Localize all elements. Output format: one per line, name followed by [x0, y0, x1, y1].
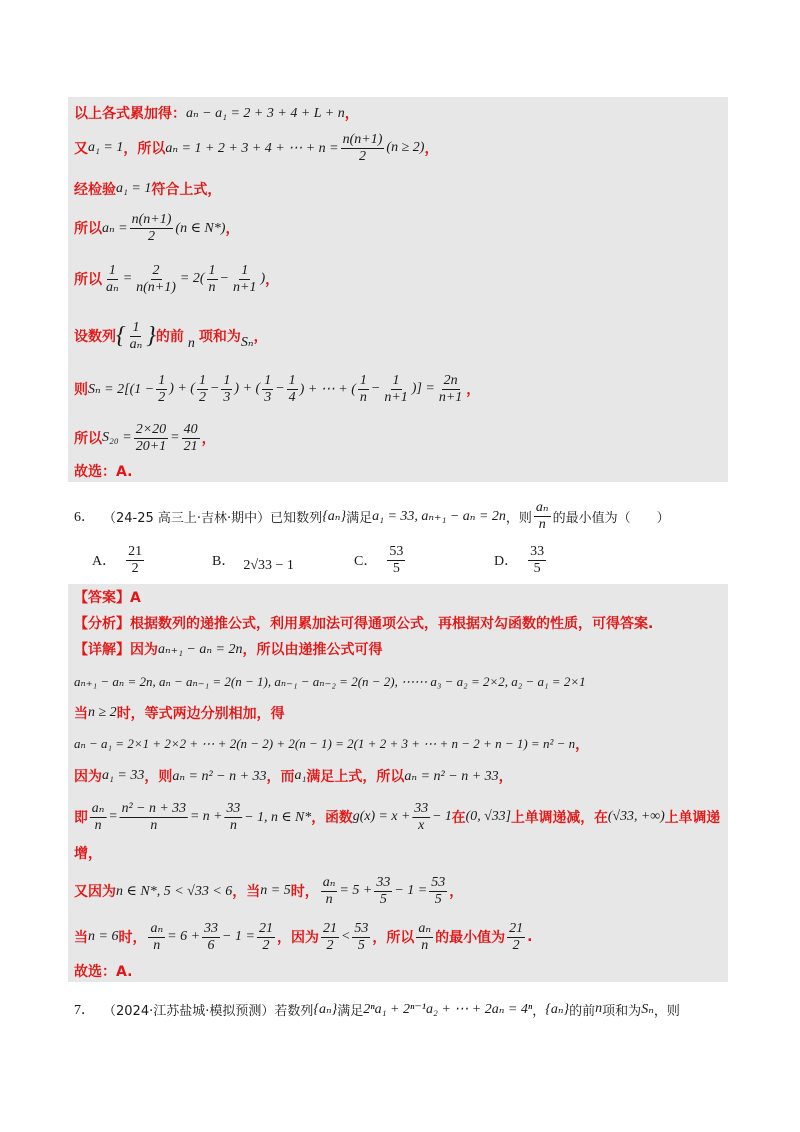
fraction: $\frac{33}{n}$ — [226, 800, 241, 833]
fraction: $\frac{\text{aₙ}}{n}$ — [535, 499, 549, 532]
fraction: $\frac{1}{2}$ — [158, 372, 166, 405]
fraction: $\frac{21}{2}$ — [128, 543, 143, 576]
fraction: $\frac{n(n+1)}{2}$ — [342, 131, 383, 164]
fraction: $\frac{1}{n+1}$ — [232, 262, 257, 295]
fraction: $\frac{1}{n}$ — [359, 372, 367, 405]
sol5-line-8: 所以 S₂₀ = $\frac{2\times 20}{20+1}$ = $\frac{40}{21}$ ， — [74, 421, 216, 454]
fraction: $\frac{n(n+1)}{2}$ — [131, 211, 172, 244]
answer-label: 【答案】A — [74, 590, 141, 606]
fraction: $\frac{1}{3}$ — [264, 372, 272, 405]
fraction: $\frac{2}{n(n+1)}$ — [136, 262, 176, 295]
fraction: $\frac{33}{5}$ — [530, 543, 545, 576]
fraction: $\frac{1}{\text{aₙ}}$ — [129, 319, 143, 352]
sol5-line-6: 设数列 { $\frac{1}{\text{aₙ}}$ } 的前 n 项和为 Sₙ ， — [74, 319, 268, 352]
fraction: $\frac{\text{n² − n + 33}}{n}$ — [121, 800, 187, 833]
fraction: $\frac{33}{x}$ — [414, 800, 429, 833]
sol5-line-7: 则 Sₙ = 2[(1 − $\frac{1}{2}$ ) + ( $\frac{1}{2}$ − $\frac{1}{3}$ ) + ( $\frac{1}{3}$ − $\frac{1}{4}$ ) + ⋯ + ( $\frac{1}{n}$ − $\frac{1}{n+1}$ )] = $\frac{2n}{n+1}$ ， — [74, 372, 481, 405]
fraction: $\frac{2n}{n+1}$ — [438, 372, 463, 405]
fraction: $\frac{1}{2}$ — [198, 372, 206, 405]
detail-line-9: 当 n = 6 时， $\frac{\text{aₙ}}{n}$ = 6 + $\frac{33}{6}$ − 1 = $\frac{21}{2}$ ，因为 $\frac{21}{2}$ < $\frac{53}{5}$ ，所以 $\frac{\text{aₙ}}{n}$ 的最小值为 $\frac{21}{2}$ . — [74, 920, 533, 953]
fraction: $\frac{\text{aₙ}}{n}$ — [91, 800, 105, 833]
fraction: $\frac{2\times 20}{20+1}$ — [135, 421, 167, 454]
fraction: $\frac{1}{n}$ — [208, 262, 216, 295]
detail-line-5: 因为 a₁ = 33 ，则 aₙ = n² − n + 33 ，而 a₁ 满足上式，所以 aₙ = n² − n + 33 ， — [74, 768, 513, 785]
sol5-line-5: 所以 $\frac{1}{\text{aₙ}}$ = $\frac{2}{n(n+1)}$ = 2( $\frac{1}{n}$ − $\frac{1}{n+1}$ ) ， — [74, 262, 280, 295]
detail-line-8: 又因为 n ∈ N*, 5 < √33 < 6 ，当 n = 5 时， $\frac{\text{aₙ}}{n}$ = 5 + $\frac{33}{5}$ − 1 = $\frac{53}{5}$ ， — [74, 874, 464, 907]
option-a[interactable]: A． $\frac{21}{2}$ — [92, 543, 143, 576]
analysis-text: 【分析】根据数列的递推公式，利用累加法可得通项公式，再根据对勾函数的性质，可得答案. — [74, 616, 654, 632]
option-d[interactable]: D． $\frac{33}{5}$ — [494, 543, 545, 576]
fraction: $\frac{33}{5}$ — [376, 874, 391, 907]
option-b[interactable]: B． 2√33 − 1 — [212, 554, 294, 573]
fraction: $\frac{53}{5}$ — [431, 874, 446, 907]
fraction: $\frac{\text{aₙ}}{n}$ — [418, 920, 432, 953]
sol5-line-1: 以上各式累加得： aₙ − a₁ = 2 + 3 + 4 + L + n ， — [74, 105, 359, 122]
fraction: $\frac{21}{2}$ — [509, 920, 524, 953]
fraction: $\frac{40}{21}$ — [183, 421, 198, 454]
sol5-conclusion: 故选：A. — [74, 464, 133, 480]
detail-line-7: 增， — [74, 846, 102, 862]
sol5-line-3: 经检验 a₁ = 1 符合上式， — [74, 181, 222, 198]
sol5-line-4: 所以 aₙ = $\frac{n(n+1)}{2}$ (n ∈ N*) ， — [74, 211, 240, 244]
fraction: $\frac{1}{\text{aₙ}}$ — [106, 262, 119, 295]
fraction: $\frac{\text{aₙ}}{n}$ — [150, 920, 164, 953]
detail-line-2: aₙ₊₁ − aₙ = 2n, aₙ − aₙ₋₁ = 2(n − 1), aₙ₋₁ − aₙ₋₂ = 2(n − 2), ⋯⋯ a₃ − a₂ = 2×2, a₂ − a₁ = 2×1 — [74, 674, 586, 689]
fraction: $\frac{21}{2}$ — [258, 920, 273, 953]
detail-line-3: 当 n ≥ 2 时，等式两边分别相加，得 — [74, 705, 285, 722]
fraction: $\frac{53}{5}$ — [389, 543, 404, 576]
fraction: $\frac{53}{5}$ — [354, 920, 369, 953]
fraction: $\frac{1}{3}$ — [223, 372, 231, 405]
detail-line-6: 即 $\frac{\text{aₙ}}{n}$ = $\frac{\text{n² − n + 33}}{n}$ = n + $\frac{33}{n}$ − 1, n ∈ N* ，函数 g(x) = x + $\frac{33}{x}$ − 1 在 (0, √33] 上单调递减，在 (√33, +∞) 上单调递 — [74, 800, 721, 833]
fraction: $\frac{33}{6}$ — [204, 920, 219, 953]
question-6: 6． （24-25 高三上·吉林·期中）已知数列 {aₙ} 满足 a₁ = 33, aₙ₊₁ − aₙ = 2n ，则 $\frac{\text{aₙ}}{n}$ 的最小值为（ ） — [74, 499, 670, 532]
fraction: $\frac{21}{2}$ — [322, 920, 337, 953]
fraction: $\frac{1}{n+1}$ — [384, 372, 408, 405]
sol5-line-2: 又 a₁ = 1 ，所以 aₙ = 1 + 2 + 3 + 4 + ⋯ + n = $\frac{n(n+1)}{2}$ (n ≥ 2) ， — [74, 131, 439, 164]
question-7: 7． （2024·江苏盐城·模拟预测）若数列 {aₙ} 满足 2ⁿa₁ + 2ⁿ⁻¹a₂ + ⋯ + 2aₙ = 4ⁿ ， {aₙ} 的前 n 项和为 Sₙ ，则 — [74, 1001, 680, 1019]
fraction: $\frac{1}{4}$ — [288, 372, 296, 405]
fraction: $\frac{\text{aₙ}}{n}$ — [322, 874, 336, 907]
detail-line-4: aₙ − a₁ = 2×1 + 2×2 + ⋯ + 2(n − 2) + 2(n − 1) = 2(1 + 2 + 3 + ⋯ + n − 2 + n − 1) = n² − n ， — [74, 736, 590, 753]
detail-line-1: 【详解】因为 aₙ₊₁ − aₙ = 2n ，所以由递推公式可得 — [74, 641, 383, 658]
option-c[interactable]: C． $\frac{53}{5}$ — [354, 543, 404, 576]
sol6-conclusion: 故选：A. — [74, 964, 133, 980]
